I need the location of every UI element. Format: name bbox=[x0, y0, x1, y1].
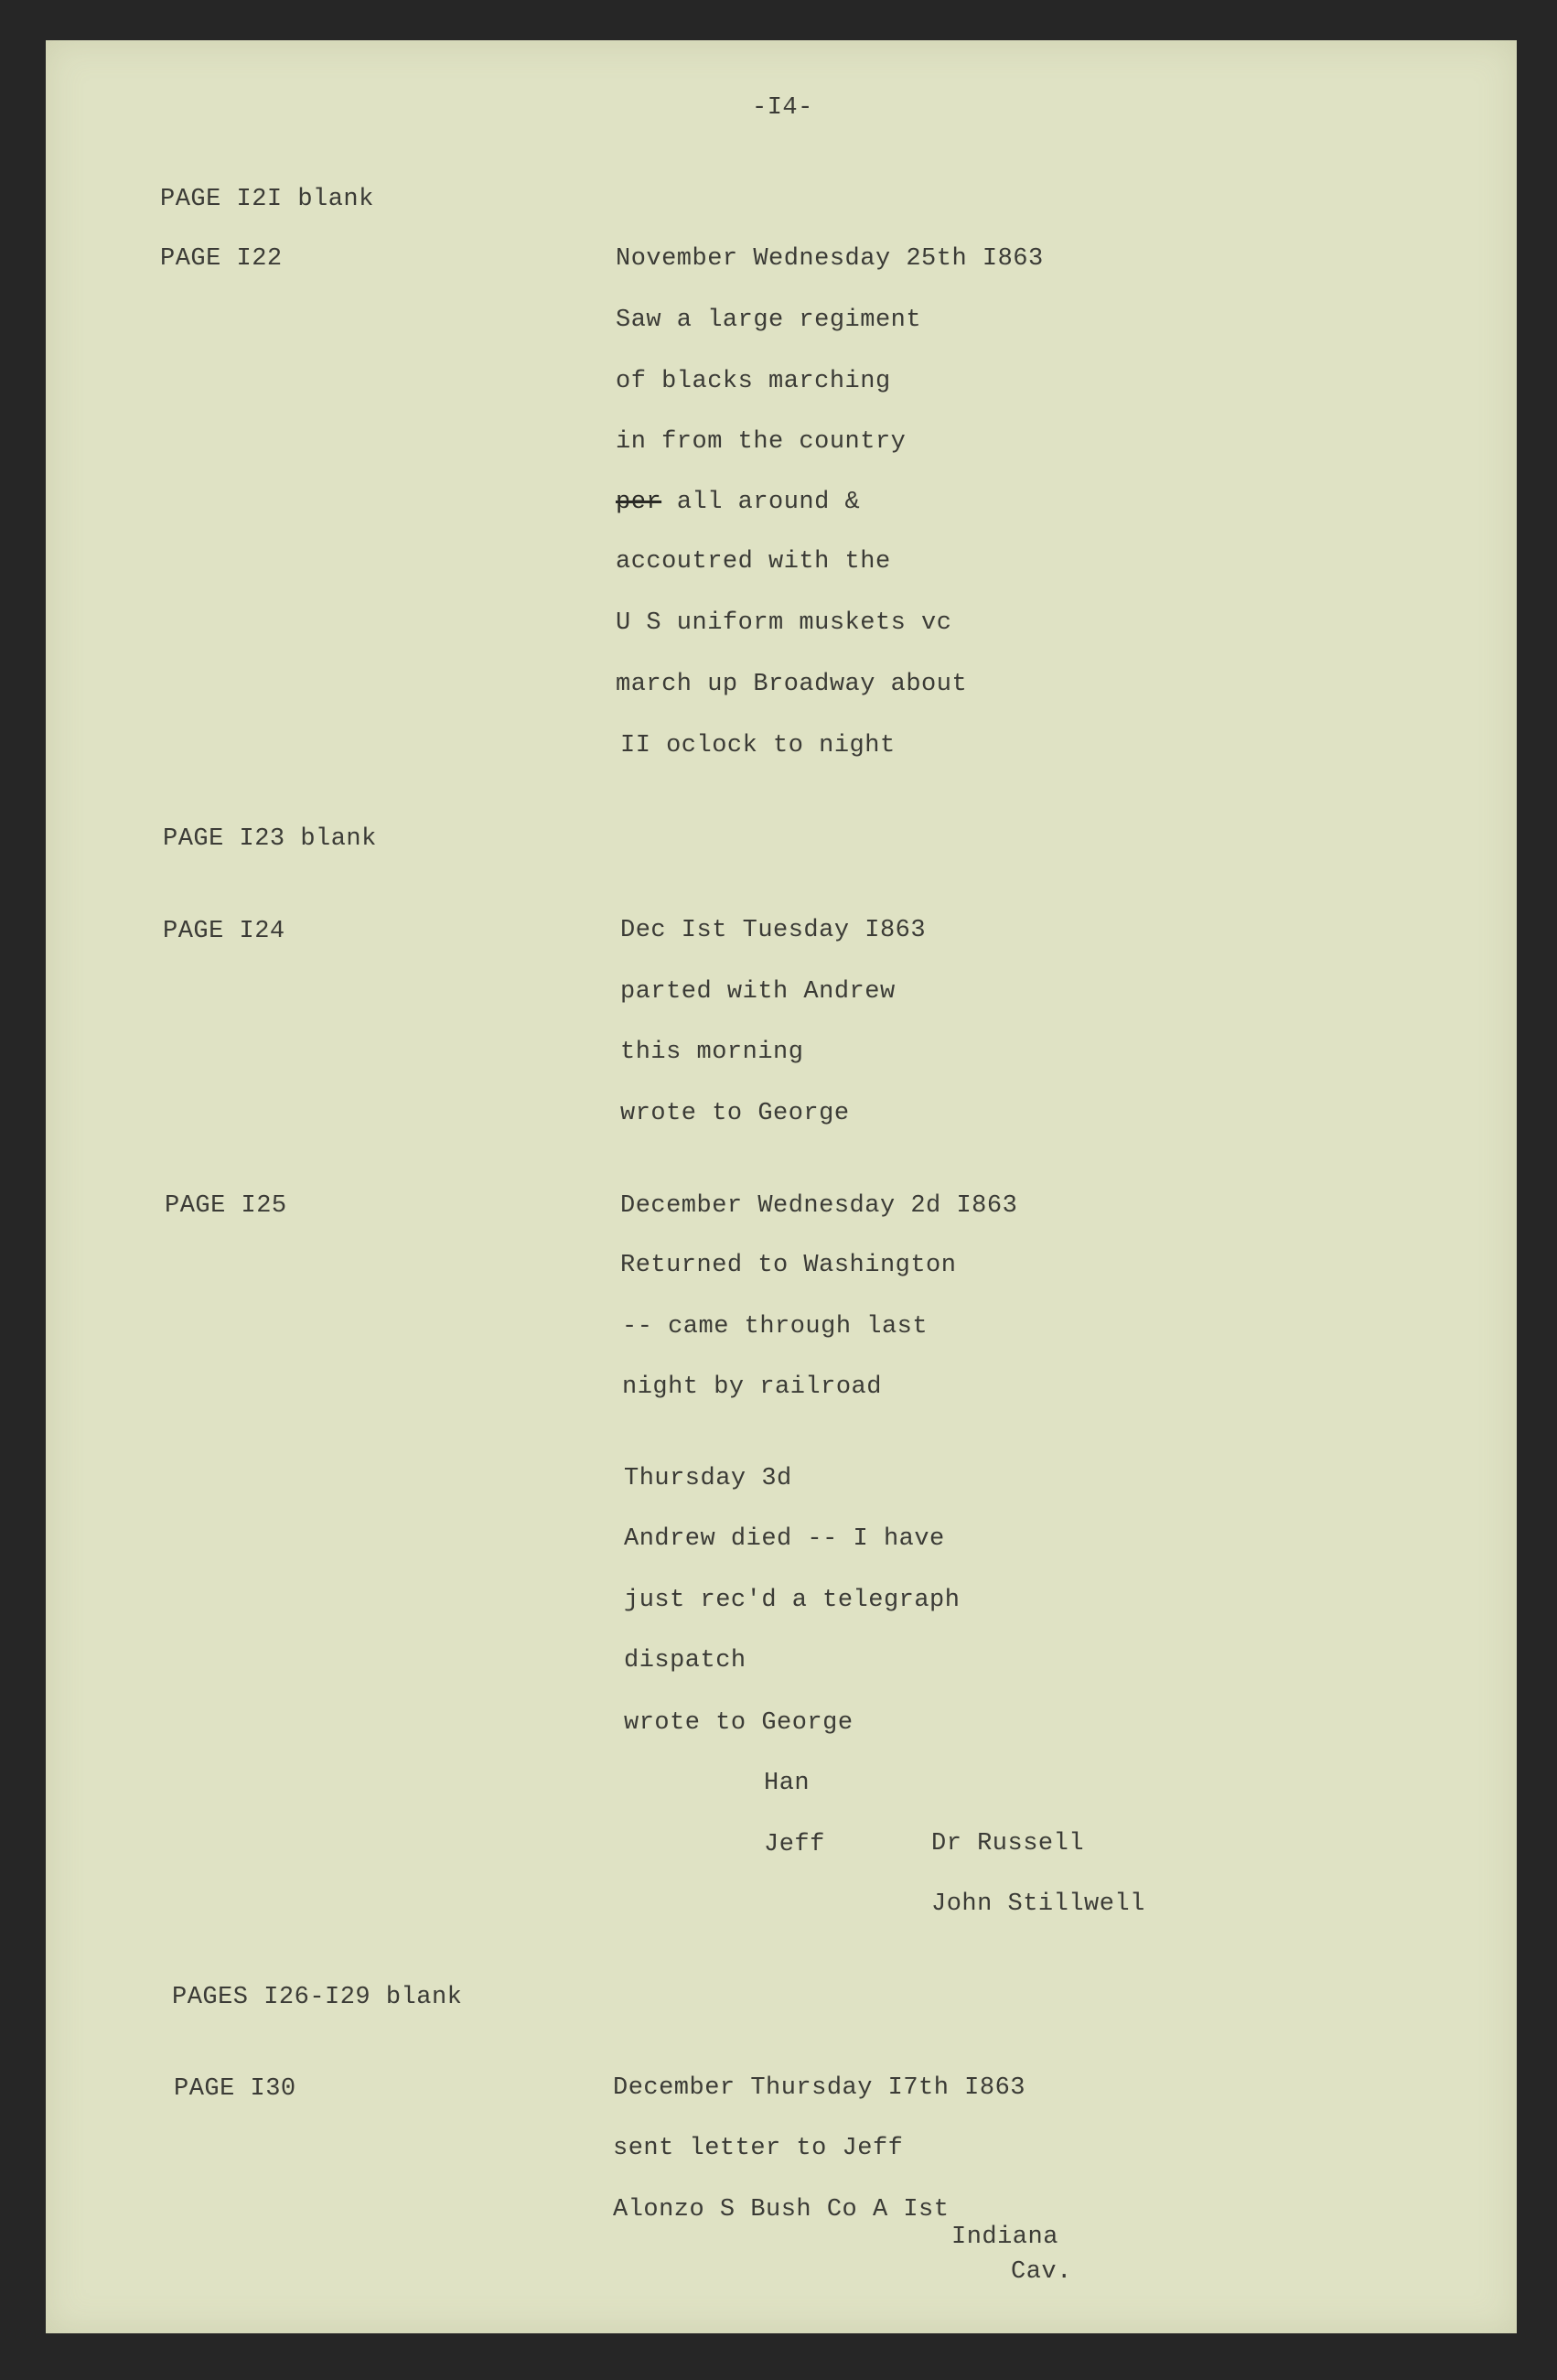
entry-125-line: Returned to Washington bbox=[620, 1252, 957, 1279]
entry-130-line: sent letter to Jeff bbox=[613, 2135, 904, 2162]
entry-122-line-text: all around & bbox=[676, 489, 861, 516]
entry-125-line: dispatch bbox=[624, 1647, 746, 1675]
entry-122-line: in from the country bbox=[616, 428, 907, 456]
entry-124-line: wrote to George bbox=[620, 1100, 850, 1127]
entry-122-line: of blacks marching bbox=[616, 368, 891, 395]
entry-125-line: Thursday 3d bbox=[624, 1465, 792, 1492]
page-130-label: PAGE I30 bbox=[174, 2075, 296, 2103]
entry-125-name: Jeff bbox=[764, 1831, 825, 1858]
page-124-label: PAGE I24 bbox=[163, 918, 285, 945]
entry-130-line: Alonzo S Bush Co A Ist bbox=[613, 2196, 950, 2224]
pages-126-129-label: PAGES I26-I29 blank bbox=[172, 1984, 463, 2011]
entry-125-line: wrote to George bbox=[624, 1709, 854, 1737]
entry-125-line: just rec'd a telegraph bbox=[624, 1587, 961, 1614]
entry-125-line: -- came through last bbox=[622, 1313, 929, 1341]
entry-122-date: November Wednesday 25th I863 bbox=[616, 245, 1044, 273]
page-125-label: PAGE I25 bbox=[165, 1192, 287, 1220]
entry-125-name: John Stillwell bbox=[931, 1890, 1145, 1918]
entry-122-line bbox=[616, 489, 860, 516]
entry-125-line: Andrew died -- I have bbox=[624, 1525, 945, 1553]
entry-130-line: Indiana bbox=[951, 2224, 1058, 2251]
page-121-label: PAGE I2I blank bbox=[160, 186, 374, 213]
struck-word: per bbox=[616, 489, 662, 516]
entry-125-name: Dr Russell bbox=[931, 1830, 1085, 1858]
entry-124-line: parted with Andrew bbox=[620, 978, 896, 1006]
entry-130-line: Cav. bbox=[1011, 2258, 1072, 2286]
page-123-label: PAGE I23 blank bbox=[163, 825, 377, 853]
entry-125-line: night by railroad bbox=[622, 1373, 882, 1401]
page-122-label: PAGE I22 bbox=[160, 245, 283, 273]
entry-125-date: December Wednesday 2d I863 bbox=[620, 1192, 1018, 1220]
entry-122-line: march up Broadway about bbox=[616, 671, 968, 698]
entry-122-line: accoutred with the bbox=[616, 548, 891, 576]
entry-122-line: II oclock to night bbox=[620, 732, 896, 759]
entry-124-line: this morning bbox=[620, 1039, 804, 1066]
entry-122-line: U S uniform muskets vc bbox=[616, 609, 952, 637]
entry-124-date: Dec Ist Tuesday I863 bbox=[620, 917, 927, 944]
entry-130-date: December Thursday I7th I863 bbox=[613, 2074, 1025, 2102]
entry-125-name: Han bbox=[764, 1770, 811, 1797]
entry-122-line: Saw a large regiment bbox=[616, 307, 922, 334]
page-number: -I4- bbox=[752, 94, 813, 122]
